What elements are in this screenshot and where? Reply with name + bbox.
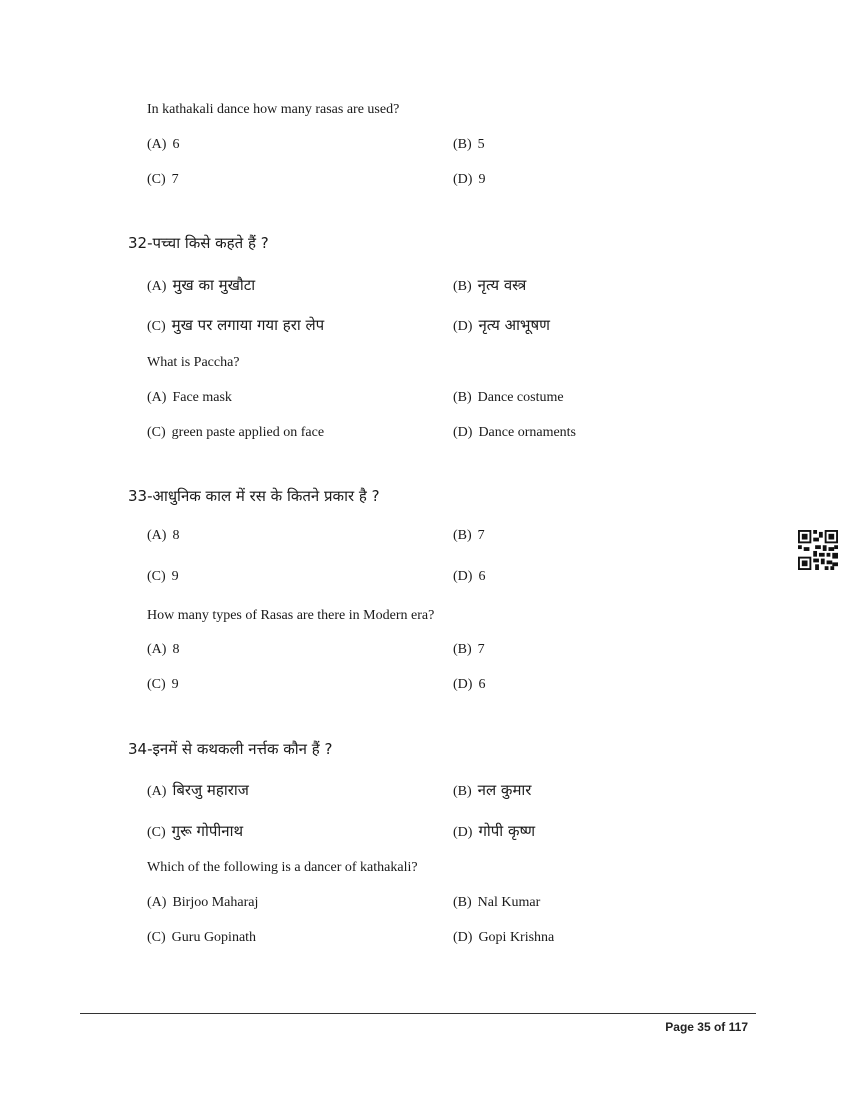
q33-stem-hi: 33-आधुनिक काल में रस के कितने प्रकार है ? <box>128 487 380 505</box>
page-number: Page 35 of 117 <box>665 1020 748 1034</box>
q33-option-d-en: (D) 6 <box>453 677 486 692</box>
q34-option-a-hi: (A) बिरजु महाराज <box>147 781 249 799</box>
q34-option-d-hi: (D) गोपी कृष्ण <box>453 822 536 840</box>
q34-option-a-en: (A) Birjoo Maharaj <box>147 895 259 910</box>
q33-option-c-en: (C) 9 <box>147 677 179 692</box>
q33-option-d-hi: (D) 6 <box>453 569 486 584</box>
q31-option-b: (B) 5 <box>453 137 485 152</box>
q32-stem-en: What is Paccha? <box>147 355 240 370</box>
q33-option-b-hi: (B) 7 <box>453 528 485 543</box>
q32-option-d-en: (D) Dance ornaments <box>453 425 577 440</box>
q32-option-a-en: (A) Face mask <box>147 390 232 405</box>
q34-stem-hi: 34-इनमें से कथकली नर्त्तक कौन हैं ? <box>128 740 333 758</box>
q33-option-a-en: (A) 8 <box>147 642 180 657</box>
q33-option-c-hi: (C) 9 <box>147 569 179 584</box>
q32-option-b-hi: (B) नृत्य वस्त्र <box>453 276 527 294</box>
q32-option-c-hi: (C) मुख पर लगाया गया हरा लेप <box>147 316 325 334</box>
q31-option-c: (C) 7 <box>147 172 179 187</box>
q33-option-a-hi: (A) 8 <box>147 528 180 543</box>
q34-stem-en: Which of the following is a dancer of kathakali? <box>147 860 418 875</box>
q32-option-d-hi: (D) नृत्य आभूषण <box>453 316 550 334</box>
q34-option-b-en: (B) Nal Kumar <box>453 895 541 910</box>
q33-option-b-en: (B) 7 <box>453 642 485 657</box>
q34-option-c-en: (C) Guru Gopinath <box>147 930 257 945</box>
q32-stem-hi: 32-पच्चा किसे कहते हैं ? <box>128 234 269 252</box>
q32-option-b-en: (B) Dance costume <box>453 390 564 405</box>
q34-option-d-en: (D) Gopi Krishna <box>453 930 555 945</box>
footer-divider <box>80 1013 756 1014</box>
q32-option-a-hi: (A) मुख का मुखौटा <box>147 276 256 294</box>
q32-option-c-en: (C) green paste applied on face <box>147 425 325 440</box>
q34-option-b-hi: (B) नल कुमार <box>453 781 532 799</box>
q31-stem-en: In kathakali dance how many rasas are used? <box>147 102 400 117</box>
q31-option-d: (D) 9 <box>453 172 486 187</box>
qr-code-icon <box>798 530 838 570</box>
q33-stem-en: How many types of Rasas are there in Modern era? <box>147 608 435 623</box>
q31-option-a: (A) 6 <box>147 137 180 152</box>
q34-option-c-hi: (C) गुरू गोपीनाथ <box>147 822 244 840</box>
